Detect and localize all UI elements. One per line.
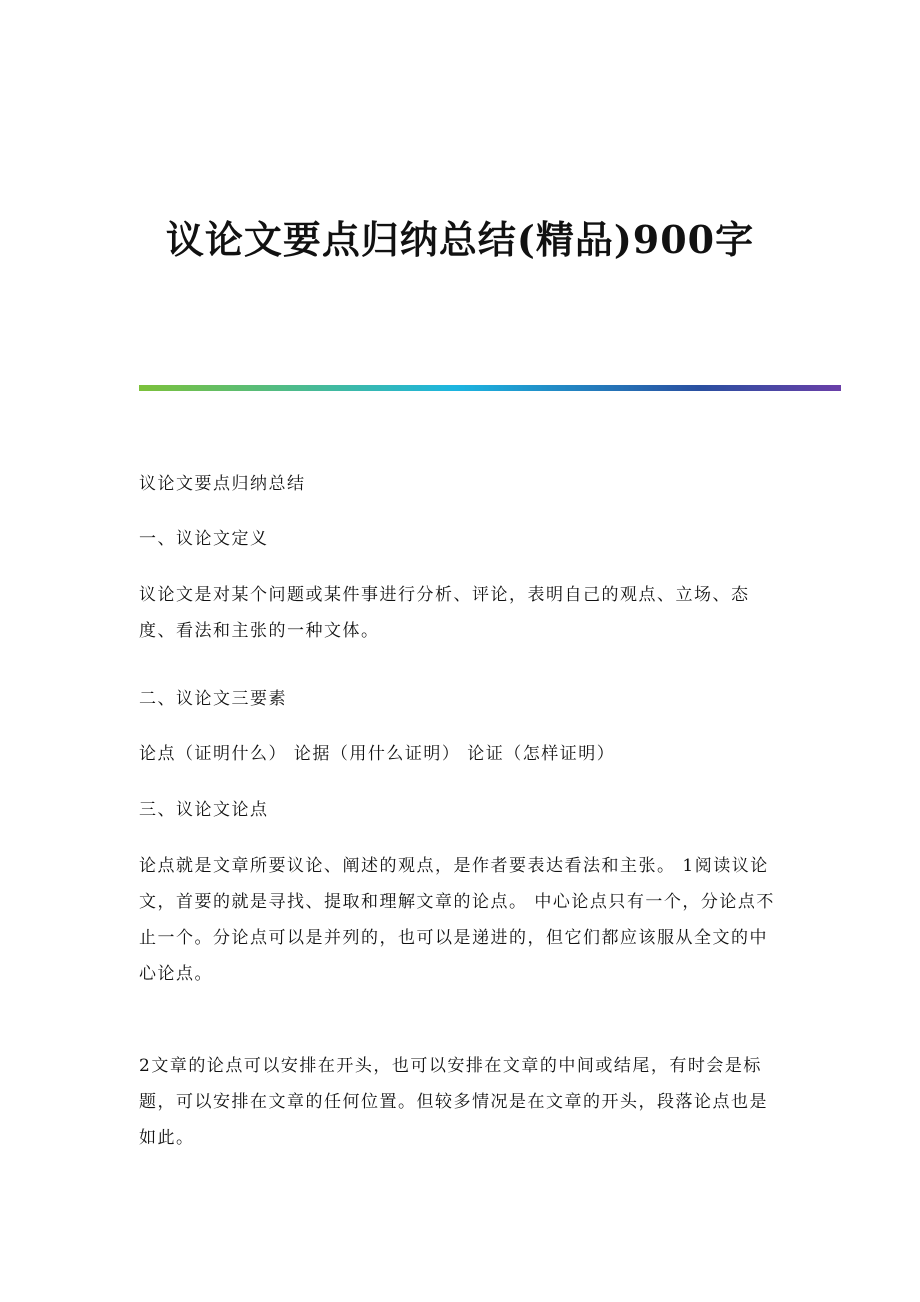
section1-body: 议论文是对某个问题或某件事进行分析、评论，表明自己的观点、立场、态度、看法和主张的一种文体。 bbox=[139, 585, 750, 641]
section2-body: 论点（证明什么） 论据（用什么证明） 论证（怎样证明） bbox=[139, 744, 616, 764]
section3-paragraph-2: 2文章的论点可以安排在开头，也可以安排在文章的中间或结尾，有时会是标题，可以安排在文章的任何位置。但较多情况是在文章的开头，段落论点也是如此。 bbox=[139, 1056, 768, 1148]
section2-title: 二、议论文三要素 bbox=[139, 689, 287, 709]
section3-paragraph-1: 论点就是文章所要议论、阐述的观点，是作者要表达看法和主张。 1阅读议论文，首要的就是寻找、提取和理解文章的论点。 中心论点只有一个，分论点不止一个。分论点可以是并列的，也可以是递进的，但它们都应该服从全文的中心论点。 bbox=[139, 856, 775, 984]
section1-title: 一、议论文定义 bbox=[139, 529, 269, 549]
document-title: 议论文要点归纳总结(精品)900字 bbox=[165, 217, 755, 262]
title-divider bbox=[139, 385, 841, 391]
content-heading: 议论文要点归纳总结 bbox=[139, 474, 306, 494]
section3-title: 三、议论文论点 bbox=[139, 800, 269, 820]
